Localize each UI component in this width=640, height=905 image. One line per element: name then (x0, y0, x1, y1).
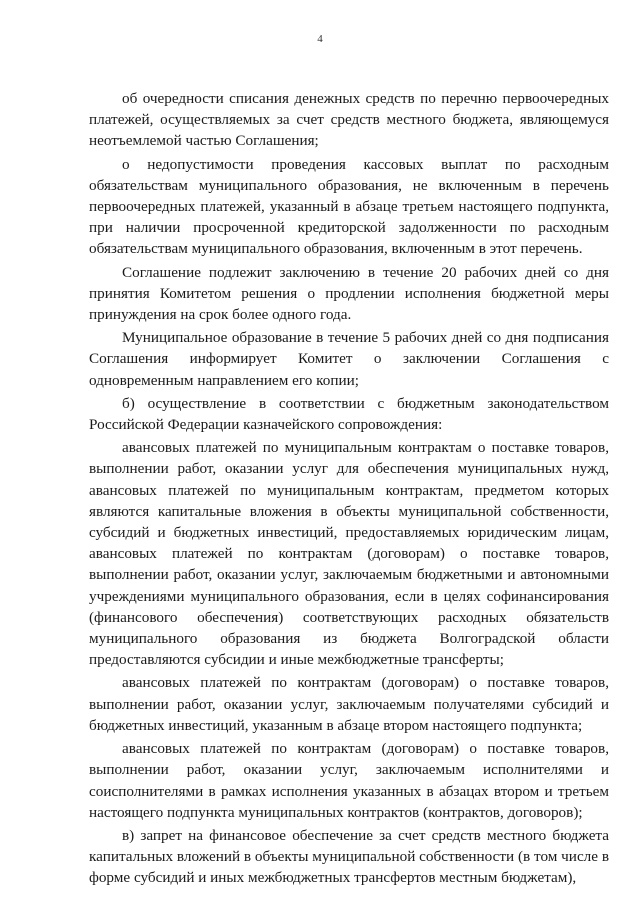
paragraph-financing-prohibition: в) запрет на финансовое обеспечение за счет средств местного бюджета капитальных вложений в объекты муниципальной собственности (в том числе в форме субсидий и иных межбюджетных трансфертов местным бюджетам), (89, 826, 609, 887)
paragraph-payment-order: об очередности списания денежных средств по перечню первоочередных платежей, осуществляемых за счет средств местного бюджета, являющемуся неотъемлемой частью Соглашения; (89, 90, 609, 150)
paragraph-agreement-deadline: Соглашение подлежит заключению в течение 20 рабочих дней со дня принятия Комитетом решения о продлении исполнения бюджетной меры принуждения на срок более одного года. (89, 263, 609, 324)
paragraph-cash-payments-prohibition: о недопустимости проведения кассовых выплат по расходным обязательствам муниципального образования, не включенным в перечень первоочередных платежей, указанный в абзаце третьем настоящего подпункта, при наличии просроченной кредиторской задолженности по расходным обязательствам муниципального образования, включенным в этот перечень. (89, 155, 609, 258)
paragraph-advance-payments-contractors: авансовых платежей по контрактам (договорам) о поставке товаров, выполнении работ, оказании услуг, заключаемым исполнителями и соисполнителями в рамках исполнения указанных в абзацах втором и третьем настоящего подпункта муниципальных контрактов (контрактов, договоров); (89, 740, 609, 821)
paragraph-agreement-notification: Муниципальное образование в течение 5 рабочих дней со дня подписания Соглашения информирует Комитет о заключении Соглашения с одновременным направлением его копии; (89, 329, 609, 389)
paragraph-treasury-support: б) осуществление в соответствии с бюджетным законодательством Российской Федерации казначейского сопровождения: (89, 394, 609, 434)
paragraph-advance-payments-municipal: авансовых платежей по муниципальным контрактам о поставке товаров, выполнении работ, оказании услуг для обеспечения муниципальных нужд, авансовых платежей по муниципальным контрактам, предметом которых являются капитальные вложения в объекты муниципальной собственности, субсидий и бюджетных инвестиций, предоставляемых юридическим лицам, авансовых платежей по контрактам (договорам) о поставке товаров, выполнении работ, оказании услуг, заключаемым бюджетными и автономными учреждениями муниципального образования, если в целях софинансирования (финансового обеспечения) соответствующих расходных обязательств муниципального образования из бюджета Волгоградской области предоставляются субсидии и иные межбюджетные трансферты; (89, 439, 609, 669)
document-body (89, 88, 609, 891)
paragraph-advance-payments-subsidies: авансовых платежей по контрактам (договорам) о поставке товаров, выполнении работ, оказании услуг, заключаемым получателями субсидий и бюджетных инвестиций, указанным в абзаце втором настоящего подпункта; (89, 674, 609, 734)
page-number: 4 (317, 33, 323, 45)
